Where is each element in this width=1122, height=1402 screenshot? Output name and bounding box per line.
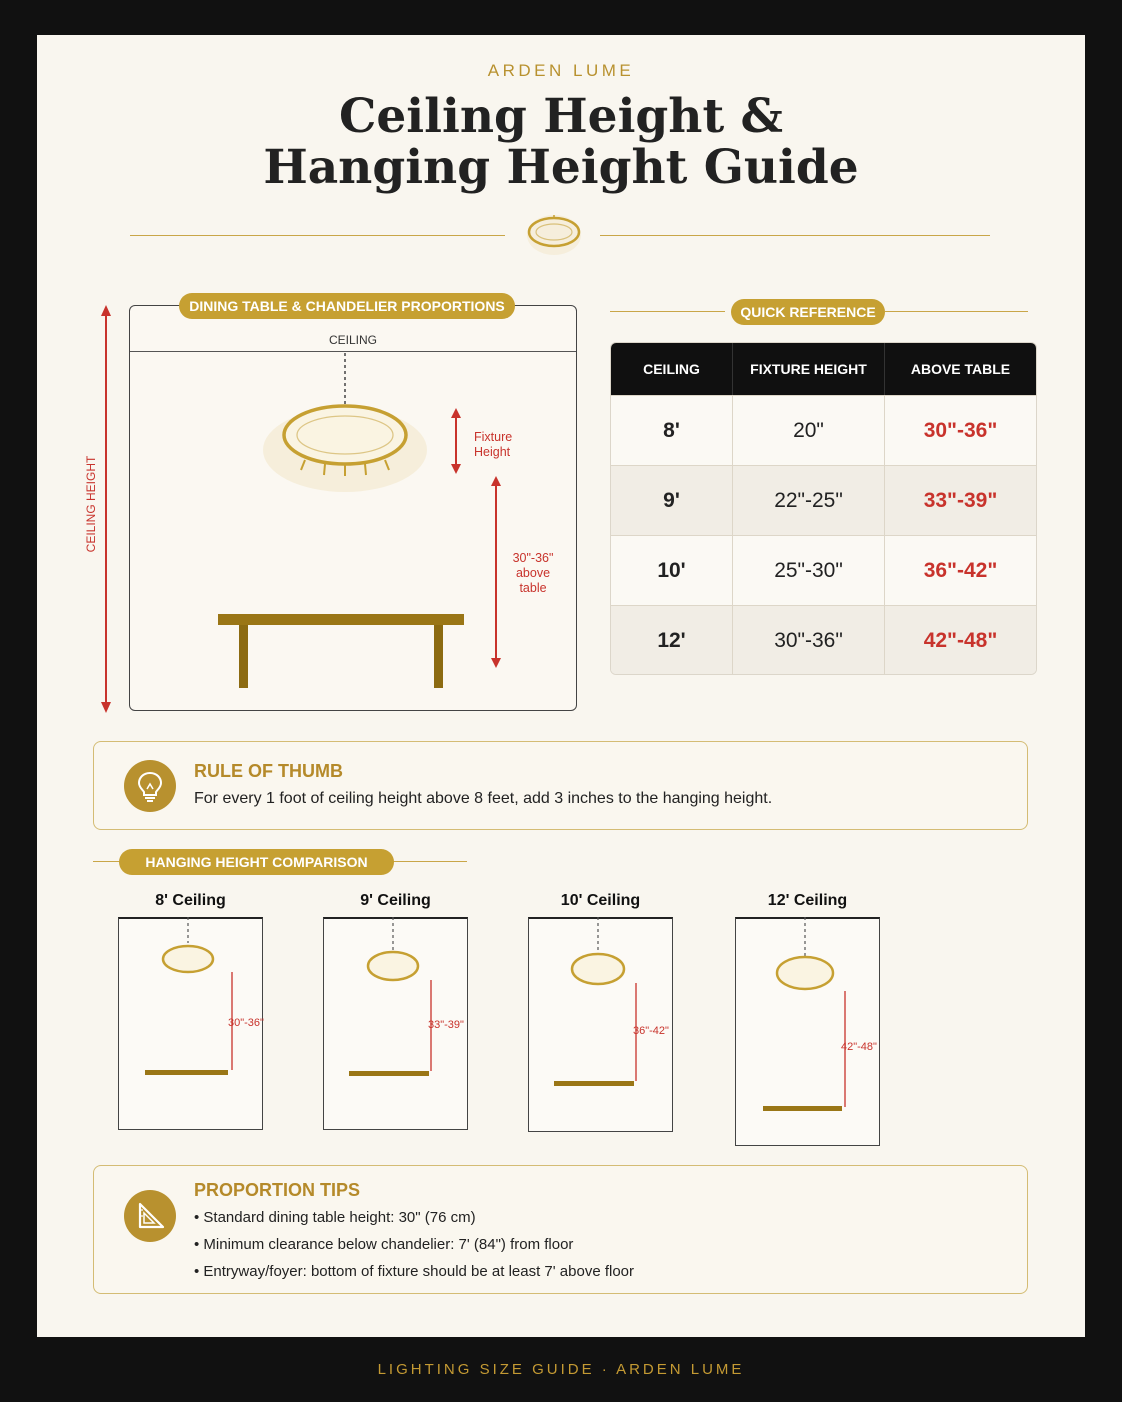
guide-page — [37, 35, 1085, 1337]
cell-above-table: 36"-42" — [923, 558, 998, 582]
tip-item: • Standard dining table height: 30" (76 cm) — [194, 1209, 476, 1226]
title-line-1: Ceiling Height & — [339, 89, 783, 144]
title-divider-right — [600, 235, 990, 236]
ceiling-label: CEILING — [328, 333, 377, 347]
table-row — [611, 605, 1036, 675]
cell-fixture: 25"-30" — [733, 536, 885, 605]
set-square-icon — [124, 1190, 176, 1242]
cell-fixture: 22"-25" — [733, 466, 885, 535]
clearance-label-8ft: 30"-36" — [228, 1017, 264, 1029]
table-row — [611, 465, 1036, 535]
chandelier-emblem-icon — [525, 213, 583, 261]
cell-ceiling: 10' — [611, 536, 733, 605]
tip-item: • Minimum clearance below chandelier: 7' (84") from floor — [194, 1236, 574, 1253]
table-leg-right — [434, 625, 443, 688]
table-top — [218, 614, 464, 625]
chandelier-10ft — [572, 954, 624, 984]
lightbulb-icon — [124, 760, 176, 812]
panel-10ft — [528, 917, 673, 1132]
cell-fixture: 20" — [733, 396, 885, 465]
qr-divider-left — [610, 311, 725, 312]
header-above-table: ABOVE TABLE — [910, 361, 1011, 377]
chandelier-9ft — [368, 952, 418, 980]
diagram-pill: DINING TABLE & CHANDELIER PROPORTIONS — [179, 293, 515, 319]
rule-of-thumb-box — [93, 741, 1028, 830]
panel-title-10ft: 10' Ceiling — [560, 892, 641, 909]
comparison-pill: HANGING HEIGHT COMPARISON — [119, 849, 394, 875]
clearance-label-9ft: 33"-39" — [428, 1019, 464, 1031]
rule-of-thumb-title: RULE OF THUMB — [194, 761, 343, 781]
quick-reference-table — [610, 342, 1037, 675]
clearance-label-12ft: 42"-48" — [841, 1041, 877, 1053]
footer: LIGHTING SIZE GUIDE · ARDEN LUME — [377, 1361, 745, 1378]
qr-divider-right — [885, 311, 1028, 312]
tip-item: • Entryway/foyer: bottom of fixture should be at least 7' above floor — [194, 1263, 635, 1280]
rule-of-thumb-text: For every 1 foot of ceiling height above 8 feet, add 3 inches to the hanging height. — [194, 790, 773, 807]
diagram-drawing — [129, 305, 577, 711]
table-leg-left — [239, 625, 248, 688]
panel-9ft — [323, 917, 468, 1130]
table-12ft — [763, 1106, 842, 1111]
panel-8ft — [118, 917, 263, 1130]
proportion-tips-title: PROPORTION TIPS — [194, 1180, 361, 1200]
panel-title-12ft: 12' Ceiling — [767, 892, 848, 909]
proportion-tips-box — [93, 1165, 1028, 1294]
table-row — [611, 395, 1036, 465]
brand-name: ARDEN LUME — [487, 61, 635, 80]
page-title — [37, 91, 1085, 193]
table-header — [611, 343, 1036, 395]
cell-above-table: 30"-36" — [923, 418, 998, 442]
panel-12ft — [735, 917, 880, 1146]
cell-fixture: 30"-36" — [733, 606, 885, 675]
header-fixture-height: FIXTURE HEIGHT — [733, 343, 885, 395]
chandelier-12ft — [777, 957, 833, 989]
cell-ceiling: 8' — [611, 396, 733, 465]
clearance-note: 30"-36" above table — [512, 551, 554, 595]
cell-above-table: 33"-39" — [923, 488, 998, 512]
clearance-label-10ft: 36"-42" — [633, 1025, 669, 1037]
panel-title-9ft: 9' Ceiling — [360, 892, 431, 909]
chandelier-ring — [284, 406, 406, 464]
header-ceiling: CEILING — [611, 343, 733, 395]
table-10ft — [554, 1081, 634, 1086]
fixture-height-note: Fixture Height — [474, 430, 513, 459]
proportion-diagram — [129, 305, 577, 711]
chandelier-8ft — [163, 946, 213, 972]
cell-above-table: 42"-48" — [923, 628, 998, 652]
ceiling-height-label: CEILING HEIGHT — [84, 455, 98, 553]
cell-ceiling: 9' — [611, 466, 733, 535]
table-9ft — [349, 1071, 429, 1076]
table-8ft — [145, 1070, 228, 1075]
quick-reference-pill: QUICK REFERENCE — [731, 299, 885, 325]
title-line-2: Hanging Height Guide — [263, 140, 859, 195]
title-divider-left — [130, 235, 505, 236]
cell-ceiling: 12' — [611, 606, 733, 675]
panel-title-8ft: 8' Ceiling — [155, 892, 226, 909]
table-row — [611, 535, 1036, 605]
ceiling-height-arrow — [96, 305, 116, 715]
